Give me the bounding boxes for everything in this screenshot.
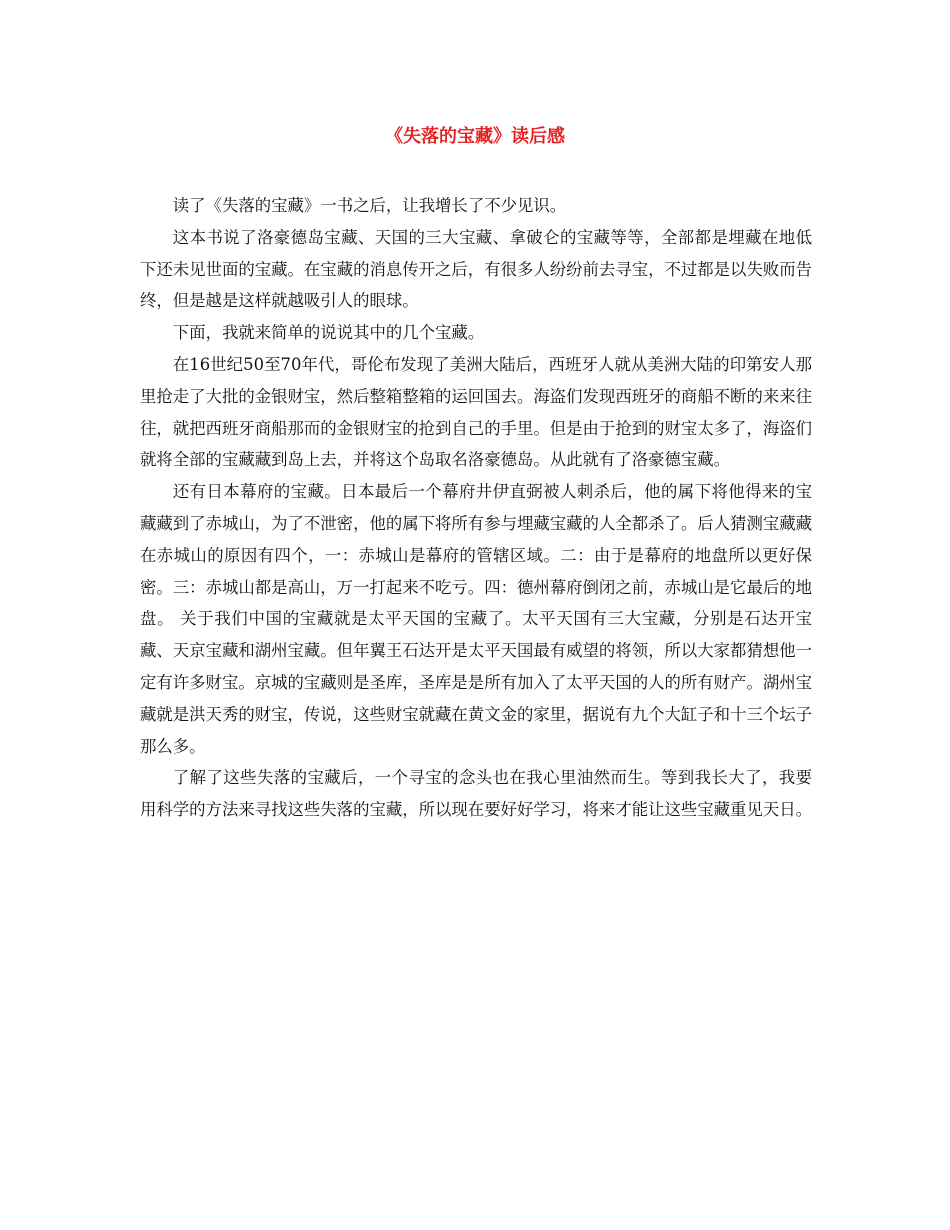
paragraph-1: 读了《失落的宝藏》一书之后，让我增长了不少见识。 (172, 196, 567, 215)
document-body (140, 190, 812, 826)
paragraph-3: 下面，我就来简单的说说其中的几个宝藏。 (172, 323, 485, 343)
paragraph-2: 这本书说了洛豪德岛宝藏、天国的三大宝藏、拿破仑的宝藏等等，全部都是埋藏在地低下还未见世面的宝藏。在宝藏的消息传开之后，有很多人纷纷前去寻宝，不过都是以失败而告终，但是越是这样就越吸引人的眼球。 (140, 227, 813, 311)
paragraph-5: 还有日本幕府的宝藏。日本最后一个幕府井伊直弼被人刺杀后，他的属下将他得来的宝藏藏到了赤城山，为了不泄密，他的属下将所有参与埋藏宝藏的人全都杀了。后人猜测宝藏藏在赤城山的原因有四个，一：赤城山是幕府的管辖区域。二：由于是幕府的地盘所以更好保密。三：赤城山都是高山，万一打起来不吃亏。四：德州幕府倒闭之前，赤城山是它最后的地盘。 关于我们中国的宝藏就是太平天国的宝藏了。太平天国有三大宝藏，分别是石达开宝藏、天京宝藏和湖州宝藏。但年翼王石达开是太平天国最有威望的将领，所以大家都猜想他一定有许多财宝。京城的宝藏则是圣库，圣库是是所有加入了太平天国的人的所有财产。湖州宝藏就是洪天秀的财宝，传说，这些财宝就藏在黄文金的家里，据说有九个大缸子和十三个坛子那么多。 (140, 482, 813, 756)
paragraph-4: 在16世纪50至70年代，哥伦布发现了美洲大陆后，西班牙人就从美洲大陆的印第安人那里抢走了大批的金银财宝，然后整箱整箱的运回国去。海盗们发现西班牙的商船不断的来来往往，就把西班牙商船那而的金银财宝的抢到自己的手里。但是由于抢到的财宝太多了，海盗们就将全部的宝藏藏到岛上去，并将这个岛取名洛豪德岛。从此就有了洛豪德宝藏。 (140, 354, 813, 470)
document-title: 《失落的宝藏》读后感 (385, 126, 565, 147)
paragraph-6: 了解了这些失落的宝藏后，一个寻宝的念头也在我心里油然而生。等到我长大了，我要用科学的方法来寻找这些失落的宝藏，所以现在要好好学习，将来才能让这些宝藏重见天日。 (140, 768, 813, 820)
